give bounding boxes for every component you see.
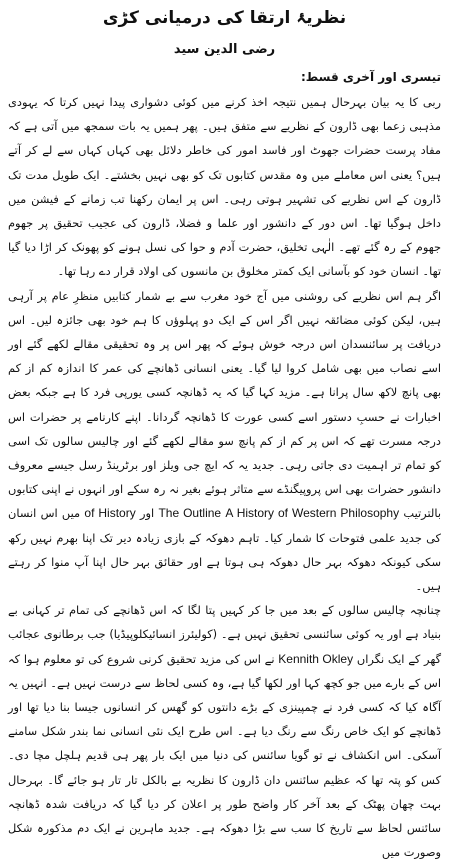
text-line: سال پرانا ہے۔ مزید کہا گیا کہ یہ ڈھانچہ کسی یورپی فرد کا ہے جبکہ بعض اخبارات نے حسبِ دستور اسے کسی عورت کا bbox=[8, 385, 442, 424]
text-line: تحقیقی مقالے لکھے گئے اور اسے نصاب میں بھی شامل کروا لیا گیا۔ یعنی انسانی ڈھانچے کی عمر کا اندازہ کم از کم بھی پانچ لاکھ bbox=[8, 337, 441, 400]
text-line: حوا کی نسل ہونے کو پھونک کر اڑا دیا گیا تھا۔ انسان خود کو بآسانی ایک کمتر مخلوق بن مانسوں کی اولاد قرار دے رہا تھا۔ bbox=[8, 240, 441, 279]
text-line: ڈھانچہ سائنس لحاظ سے تاریخ کا سب سے بڑا دھوکہ ہے۔ جدید ماہرین نے ایک دم مذکورہ شکل وصورت میں bbox=[8, 796, 441, 860]
installment-label: تیسری اور آخری قسط: bbox=[300, 70, 441, 84]
article-title: نظریۂ ارتقا کی درمیانی کڑی bbox=[102, 8, 347, 28]
text-line: اور bbox=[140, 506, 155, 521]
text-line: میں اس انسان کی جدید علمی فتوحات bbox=[8, 506, 441, 545]
text-line: حضرات بھی اس پروپیگنڈے سے متاثر ہوئے بغیر نہ رہ سکے اور انہوں نے اپنی کتابوں بالترتیب bbox=[8, 482, 442, 521]
text-line: دلائل بھی کہاں کہاں سے لے کر آتے ہیں؟ یعنی اس معاملے میں وہ مقدس کتابوں تک کو بھی نہیں بخشتے۔ ایک طویل bbox=[8, 143, 441, 182]
book-title-of-history: of History bbox=[84, 506, 136, 521]
text-line: کے ایک دو پہلوؤں کا ہم خود بھی جائزہ لیں۔ اس دریافت پر سائنسدان اس درجہ خوش ہوئے کہ پھر اس پر وہ bbox=[8, 312, 442, 352]
text-line: نے تو گویا سائنس کی دنیا میں ایک بار پھر ہی قدیم ہلچل مچا دی۔ کس کو پتہ تھا کہ عظیم سائنس دان ڈارون کا نظریہ بے bbox=[8, 748, 441, 787]
text-line: اگر ہم اس نظریے کی روشنی میں آج خود مغرب سے بے شمار کتابیں منظرِ عام پر آرہی ہیں، لیکن کوئی مضائقہ نہیں اگر اس bbox=[8, 288, 441, 327]
text-line: کا شمار کیا۔ تاہم دھوکہ کے بازی زیادہ دیر تک اپنا بھرم نہیں رکھ سکی کیونکہ دھوکہ بہر حال دھوکہ ہی ہوتا ہے اور حقائق bbox=[8, 530, 442, 569]
text-line: دور کے دانشور اور علما و فضلا، ڈارون کی عجیب تحقیق پر جھوم جھوم کے رہ گئے تھے۔ الٰہی تخلیق، حضرت آدم و bbox=[8, 216, 442, 255]
text-line: چالیس سالوں تک اسی کو تمام تر اہمیت دی جاتی رہی۔ جدید یہ کہ ایچ جی ویلز اور برٹرینڈ رسل جیسے معروف دانشور bbox=[8, 433, 441, 497]
text-line: بالکل تار تار ہو جائے گا۔ بہرحال بہت چھان پھٹک کے بعد آخر کار واضح طور پر اعلان کر دیا گیا کہ دریافت شدہ bbox=[8, 772, 441, 811]
paragraph-1 bbox=[8, 90, 441, 284]
text-line: درست نہیں ہے۔ انہیں یہ آگاہ کیا کہ کسی فرد نے چمپینزی کے بڑے دانتوں کو گھس کر انسانوں جیسا بنا دیا تھا اور bbox=[8, 675, 441, 715]
author-name: رضی الدین سید bbox=[173, 42, 276, 57]
text-line: ربی کا یہ بیان بہرحال ہمیں نتیجہ اخذ کرنے میں کوئی دشواری پیدا نہیں کرتا کہ یہودی مذہبی زعما بھی ڈارون کے bbox=[8, 95, 441, 134]
paragraph-3 bbox=[8, 598, 441, 864]
article-body bbox=[8, 90, 441, 865]
text-line: ڈھانچے کو ایک خاص رنگ سے رنگ دیا ہے۔ اس طرح ایک نئی انسانی نما بندر شکل سامنے آسکی۔ اس انکشاف bbox=[8, 724, 442, 763]
book-title-outline: The Outline bbox=[158, 506, 222, 521]
text-line: کی مزید تحقیق کرنی شروع کی تو معلوم ہوا کہ اس کے بارے میں جو کچھ کہا اور لکھا گیا ہے، وہ کسی لحاظ سے bbox=[8, 651, 442, 690]
text-line: بہر حال اپنا آپ منوا کر رہتے ہیں۔ bbox=[8, 554, 441, 594]
paragraph-2 bbox=[8, 284, 441, 599]
text-line: ڈھانچہ گردانا۔ اپنے کارنامے پر حضرات اس درجہ مسرت تھے کہ اس پر کم از کم پانچ سو مقالے لکھے گئے اور bbox=[8, 409, 441, 448]
text-line: نے اس bbox=[243, 651, 275, 666]
book-title-western-philosophy: A History of Western Philosophy bbox=[225, 506, 400, 521]
text-line: تحقیق نہیں ہے۔ (کولیئرز انسائیکلوپیڈیا) جب برطانوی عجائب گھر کے ایک نگراں bbox=[8, 627, 441, 666]
text-line: مدت تک ڈارون کے اس نظریے کی تشہیر ہوتی رہی۔ اس پر ایمان رکھنا تب زمانے کے فیشن میں داخل ہوگیا تھا۔ اس bbox=[8, 167, 442, 231]
text-line: چنانچہ چالیس سالوں کے بعد میں جا کر کہیں پتا لگا کہ اس ڈھانچے کی تمام تر کہانی بے بنیاد ہے اور یہ کوئی سائنسی bbox=[8, 603, 441, 642]
text-line: نظریے سے متفق ہیں۔ پھر ہمیں یہ بات سمجھ میں آتی ہے کہ مفاد پرست حضرات جھوٹ اور فاسد امور کی خاطر bbox=[8, 119, 441, 158]
person-name-english: Kennith Okley bbox=[278, 651, 354, 666]
